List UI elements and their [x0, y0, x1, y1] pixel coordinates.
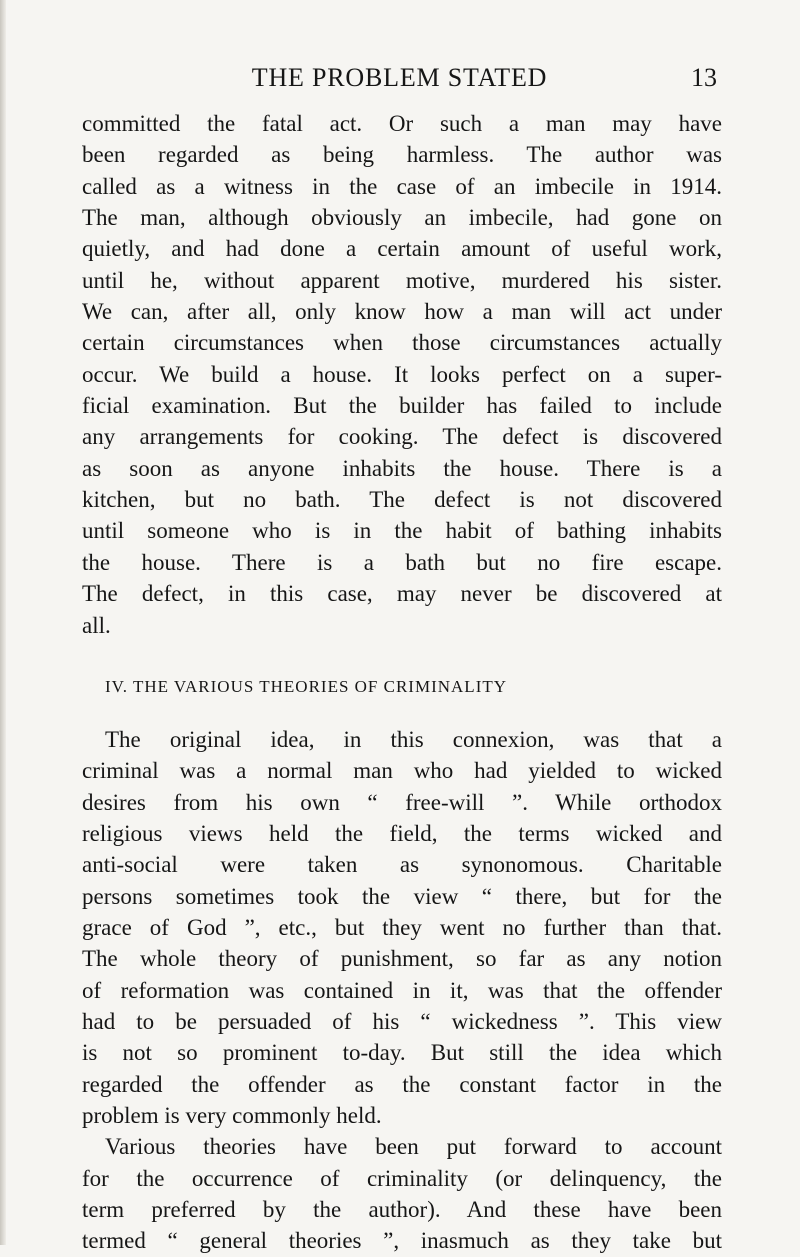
text-line: termed “ general theories ”, inasmuch as they take but [82, 1228, 722, 1254]
text-line: regarded the offender as the constant factor in the [82, 1071, 722, 1097]
text-line: called as a witness in the case of an imbecile in 1914. [82, 173, 722, 199]
text-line: problem is very commonly held. [82, 1102, 382, 1128]
text-line: The man, although obviously an imbecile, had gone on [82, 205, 722, 231]
text-line: committed the fatal act. Or such a man may have [82, 111, 722, 136]
text-line: We can, after all, only know how a man will act under [82, 299, 722, 325]
text-line: Various theories have been put forward to account [105, 1134, 722, 1160]
text-line: as soon as anyone inhabits the house. There is a [82, 455, 722, 481]
text-line: The defect, in this case, may never be discovered at [82, 581, 722, 607]
text-line: kitchen, but no bath. The defect is not discovered [82, 487, 722, 513]
text-line: occur. We build a house. It looks perfect on a super- [82, 361, 722, 387]
text-line: grace of God ”, etc., but they went no further than that. [82, 914, 722, 940]
book-spine-edge [0, 0, 6, 1245]
text-line: The whole theory of punishment, so far as any notion [82, 946, 722, 972]
running-head: THE PROBLEM STATED [251, 63, 548, 92]
text-line: had to be persuaded of his “ wickedness ”. This view [82, 1008, 722, 1034]
text-line: any arrangements for cooking. The defect is discovered [82, 424, 722, 450]
paragraph [82, 1131, 722, 1256]
paragraph [82, 108, 722, 641]
text-line: ficial examination. But the builder has failed to include [82, 393, 722, 419]
text-line: desires from his own “ free-will ”. While orthodox [82, 789, 722, 815]
text-line: until he, without apparent motive, murdered his sister. [82, 267, 722, 293]
text-line: quietly, and had done a certain amount of useful work, [82, 236, 722, 262]
text-line: until someone who is in the habit of bathing inhabits [82, 518, 722, 544]
text-line: the house. There is a bath but no fire escape. [82, 549, 722, 575]
section-heading: IV. THE VARIOUS THEORIES OF CRIMINALITY [105, 676, 508, 696]
text-line: The original idea, in this connexion, was that a [105, 726, 722, 752]
page-number: 13 [691, 63, 717, 92]
body-text [82, 108, 722, 1257]
text-line: religious views held the field, the terms wicked and [82, 820, 722, 846]
text-line: term preferred by the author). And these have been [82, 1197, 722, 1222]
text-line: of reformation was contained in it, was that the offender [82, 977, 722, 1003]
text-line: for the occurrence of criminality (or delinquency, the [82, 1165, 722, 1191]
text-line: all. [82, 612, 111, 638]
text-line: criminal was a normal man who had yielded to wicked [82, 758, 722, 784]
paragraph [82, 724, 722, 1131]
text-line: certain circumstances when those circumstances actually [82, 330, 722, 356]
text-line: is not so prominent to-day. But still the idea which [82, 1040, 722, 1066]
text-line: persons sometimes took the view “ there, but for the [82, 883, 722, 909]
text-line: been regarded as being harmless. The author was [82, 142, 722, 168]
text-line: anti-social were taken as synonomous. Charitable [82, 852, 722, 878]
page-header [82, 60, 717, 100]
